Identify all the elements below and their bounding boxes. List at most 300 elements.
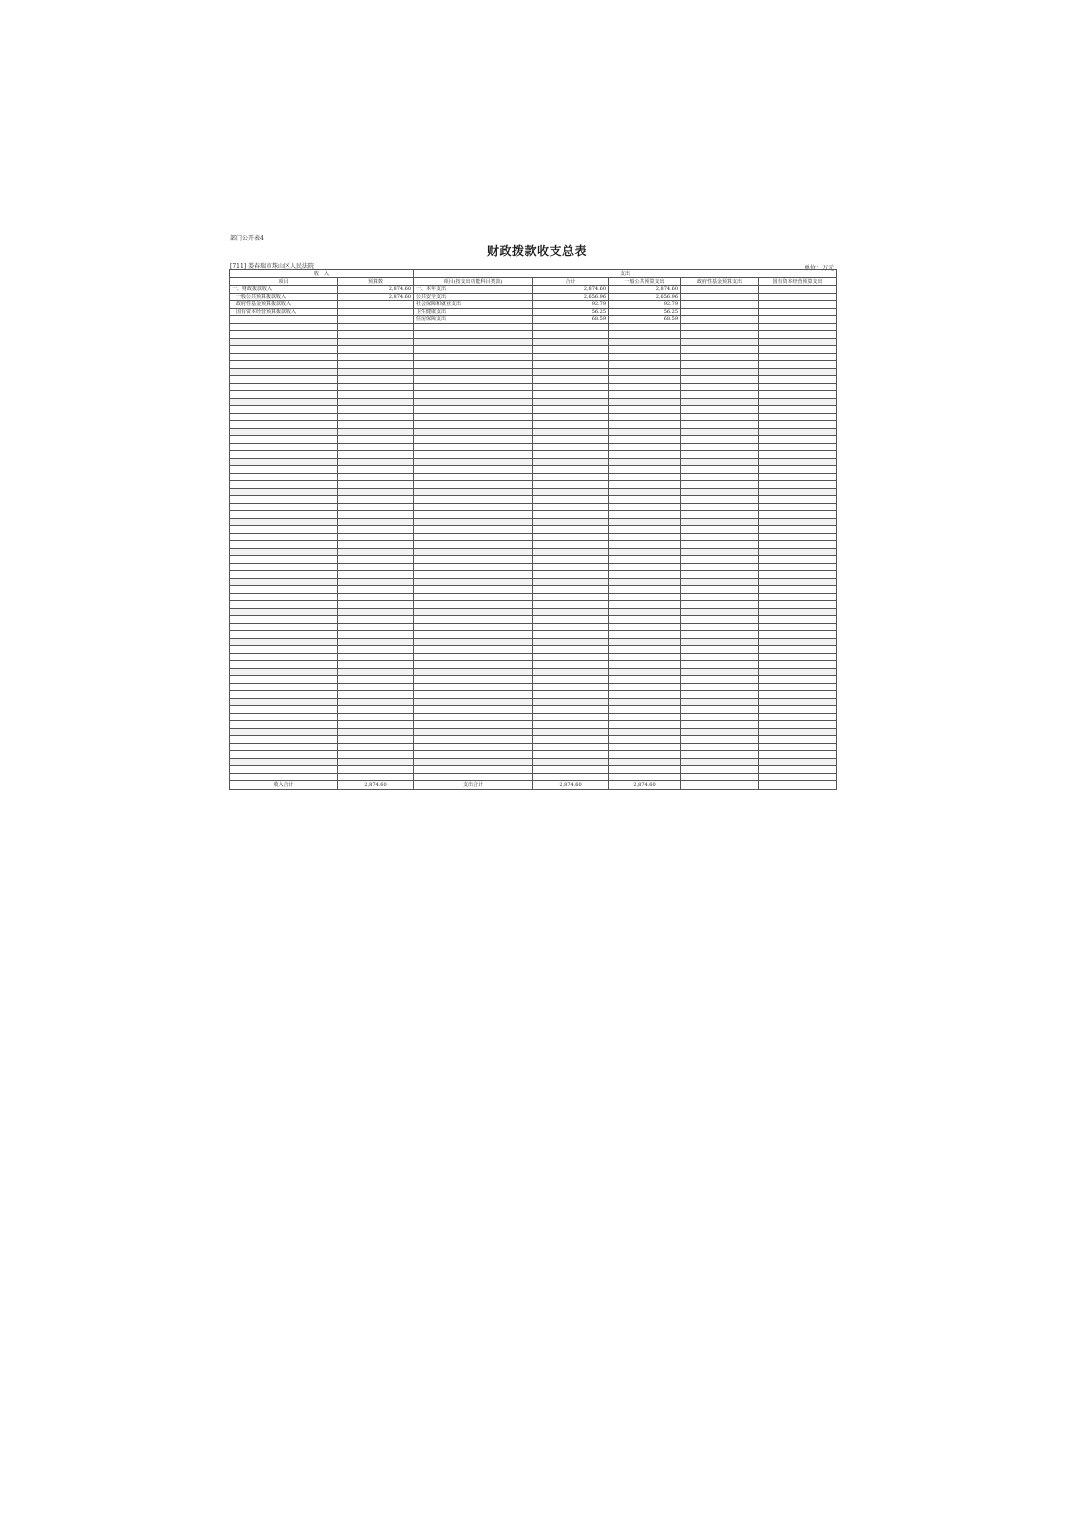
empty-cell	[609, 496, 681, 504]
empty-cell	[759, 713, 837, 721]
empty-cell	[609, 623, 681, 631]
empty-cell	[338, 758, 414, 766]
empty-cell	[230, 676, 338, 684]
empty-cell	[338, 556, 414, 564]
empty-cell	[230, 646, 338, 654]
section-row	[230, 270, 837, 278]
empty-cell	[533, 361, 609, 369]
empty-cell	[338, 751, 414, 759]
empty-cell	[759, 503, 837, 511]
empty-cell	[338, 713, 414, 721]
empty-cell	[533, 586, 609, 594]
empty-cell	[681, 563, 759, 571]
header-row	[230, 278, 837, 286]
empty-cell	[681, 443, 759, 451]
empty-cell	[533, 436, 609, 444]
empty-cell	[759, 338, 837, 346]
empty-cell	[759, 481, 837, 489]
empty-cell	[681, 436, 759, 444]
empty-row	[230, 698, 837, 706]
empty-cell	[533, 578, 609, 586]
empty-row	[230, 406, 837, 414]
empty-cell	[533, 683, 609, 691]
empty-cell	[533, 646, 609, 654]
empty-cell	[533, 481, 609, 489]
empty-cell	[533, 443, 609, 451]
empty-cell	[759, 406, 837, 414]
empty-row	[230, 376, 837, 384]
empty-cell	[609, 578, 681, 586]
empty-cell	[681, 698, 759, 706]
empty-cell	[338, 346, 414, 354]
empty-cell	[681, 586, 759, 594]
empty-cell	[338, 398, 414, 406]
empty-row	[230, 616, 837, 624]
empty-cell	[609, 593, 681, 601]
empty-cell	[609, 608, 681, 616]
empty-cell	[759, 436, 837, 444]
empty-cell	[338, 443, 414, 451]
empty-cell	[414, 751, 533, 759]
expense-total-label: 支出合计	[414, 781, 533, 790]
income-amount	[338, 308, 414, 316]
empty-cell	[338, 368, 414, 376]
empty-cell	[230, 706, 338, 714]
empty-cell	[533, 623, 609, 631]
empty-cell	[338, 481, 414, 489]
empty-cell	[533, 376, 609, 384]
empty-row	[230, 766, 837, 774]
empty-row	[230, 563, 837, 571]
empty-cell	[759, 698, 837, 706]
empty-cell	[230, 361, 338, 369]
empty-row	[230, 533, 837, 541]
empty-cell	[230, 346, 338, 354]
empty-cell	[533, 631, 609, 639]
empty-cell	[609, 533, 681, 541]
empty-cell	[338, 473, 414, 481]
empty-cell	[681, 473, 759, 481]
empty-cell	[609, 586, 681, 594]
empty-cell	[230, 721, 338, 729]
empty-cell	[681, 466, 759, 474]
empty-cell	[759, 466, 837, 474]
empty-cell	[759, 578, 837, 586]
expense-item: 一、本年支出	[414, 286, 533, 294]
empty-row	[230, 421, 837, 429]
empty-cell	[414, 481, 533, 489]
empty-cell	[230, 511, 338, 519]
expense-item: 卫生健康支出	[414, 308, 533, 316]
income-amount	[338, 316, 414, 324]
empty-cell	[414, 586, 533, 594]
empty-cell	[609, 361, 681, 369]
empty-cell	[338, 736, 414, 744]
empty-cell	[759, 548, 837, 556]
expense-general: 92.79	[609, 301, 681, 309]
empty-cell	[681, 481, 759, 489]
empty-row	[230, 466, 837, 474]
empty-cell	[533, 541, 609, 549]
empty-row	[230, 593, 837, 601]
empty-cell	[414, 616, 533, 624]
empty-cell	[681, 376, 759, 384]
empty-cell	[230, 653, 338, 661]
income-item	[230, 316, 338, 324]
empty-cell	[681, 556, 759, 564]
empty-row	[230, 556, 837, 564]
empty-cell	[414, 518, 533, 526]
empty-cell	[338, 331, 414, 339]
empty-cell	[230, 331, 338, 339]
empty-cell	[609, 706, 681, 714]
empty-cell	[609, 481, 681, 489]
empty-cell	[230, 533, 338, 541]
empty-cell	[609, 646, 681, 654]
expense-fund	[681, 301, 759, 309]
empty-cell	[338, 646, 414, 654]
empty-cell	[759, 526, 837, 534]
empty-cell	[414, 398, 533, 406]
empty-cell	[338, 518, 414, 526]
empty-row	[230, 526, 837, 534]
empty-cell	[414, 451, 533, 459]
empty-cell	[681, 616, 759, 624]
empty-cell	[414, 773, 533, 781]
col-header: 项目(按支出功能科目类款)	[414, 278, 533, 286]
empty-cell	[230, 391, 338, 399]
empty-cell	[681, 391, 759, 399]
empty-cell	[230, 548, 338, 556]
empty-cell	[230, 518, 338, 526]
empty-cell	[414, 436, 533, 444]
empty-cell	[533, 766, 609, 774]
empty-cell	[609, 451, 681, 459]
empty-cell	[681, 608, 759, 616]
empty-cell	[759, 331, 837, 339]
empty-cell	[759, 653, 837, 661]
empty-cell	[414, 601, 533, 609]
empty-cell	[414, 466, 533, 474]
empty-cell	[533, 556, 609, 564]
total-row	[230, 781, 837, 790]
empty-cell	[338, 466, 414, 474]
empty-cell	[759, 751, 837, 759]
empty-cell	[681, 503, 759, 511]
empty-cell	[759, 353, 837, 361]
empty-cell	[230, 481, 338, 489]
empty-cell	[533, 758, 609, 766]
empty-row	[230, 721, 837, 729]
empty-cell	[681, 383, 759, 391]
income-total-label: 收入合计	[230, 781, 338, 790]
empty-row	[230, 623, 837, 631]
empty-cell	[338, 526, 414, 534]
empty-cell	[533, 511, 609, 519]
empty-cell	[681, 758, 759, 766]
empty-cell	[759, 556, 837, 564]
empty-cell	[338, 383, 414, 391]
empty-cell	[609, 743, 681, 751]
empty-cell	[533, 548, 609, 556]
empty-cell	[338, 661, 414, 669]
empty-cell	[414, 413, 533, 421]
empty-cell	[230, 578, 338, 586]
empty-cell	[338, 638, 414, 646]
empty-row	[230, 758, 837, 766]
empty-cell	[609, 721, 681, 729]
empty-cell	[230, 743, 338, 751]
expense-capital-total	[759, 781, 837, 790]
empty-cell	[533, 488, 609, 496]
empty-cell	[533, 368, 609, 376]
empty-cell	[414, 638, 533, 646]
empty-row	[230, 691, 837, 699]
empty-cell	[338, 428, 414, 436]
empty-row	[230, 676, 837, 684]
col-header: 预算数	[338, 278, 414, 286]
expense-capital	[759, 286, 837, 294]
empty-cell	[609, 466, 681, 474]
empty-cell	[230, 526, 338, 534]
empty-cell	[533, 518, 609, 526]
empty-cell	[533, 346, 609, 354]
empty-cell	[338, 728, 414, 736]
empty-row	[230, 541, 837, 549]
empty-cell	[533, 406, 609, 414]
income-item: 政府性基金预算拨款收入	[230, 301, 338, 309]
empty-cell	[533, 323, 609, 331]
empty-cell	[681, 361, 759, 369]
empty-cell	[533, 353, 609, 361]
empty-cell	[414, 743, 533, 751]
empty-cell	[759, 773, 837, 781]
empty-cell	[681, 713, 759, 721]
empty-cell	[230, 413, 338, 421]
empty-cell	[338, 766, 414, 774]
empty-row	[230, 586, 837, 594]
empty-cell	[609, 353, 681, 361]
empty-cell	[759, 413, 837, 421]
empty-cell	[609, 571, 681, 579]
empty-cell	[230, 383, 338, 391]
empty-cell	[759, 766, 837, 774]
expense-capital	[759, 293, 837, 301]
empty-cell	[759, 608, 837, 616]
empty-cell	[681, 421, 759, 429]
empty-cell	[533, 601, 609, 609]
empty-cell	[414, 721, 533, 729]
empty-cell	[681, 743, 759, 751]
empty-cell	[759, 541, 837, 549]
empty-cell	[230, 466, 338, 474]
empty-cell	[230, 398, 338, 406]
empty-cell	[414, 691, 533, 699]
expense-capital	[759, 301, 837, 309]
empty-cell	[609, 511, 681, 519]
col-header: 政府性基金预算支出	[681, 278, 759, 286]
empty-cell	[533, 676, 609, 684]
empty-cell	[533, 383, 609, 391]
empty-cell	[681, 533, 759, 541]
empty-cell	[681, 406, 759, 414]
empty-cell	[533, 338, 609, 346]
empty-cell	[230, 698, 338, 706]
empty-cell	[414, 653, 533, 661]
empty-cell	[681, 353, 759, 361]
empty-cell	[533, 608, 609, 616]
empty-cell	[759, 458, 837, 466]
expense-general: 68.59	[609, 316, 681, 324]
empty-cell	[414, 713, 533, 721]
empty-cell	[681, 646, 759, 654]
empty-cell	[338, 541, 414, 549]
empty-cell	[609, 556, 681, 564]
empty-row	[230, 473, 837, 481]
empty-cell	[230, 638, 338, 646]
empty-cell	[609, 391, 681, 399]
empty-cell	[414, 698, 533, 706]
empty-cell	[533, 736, 609, 744]
table-row	[230, 316, 837, 324]
empty-cell	[414, 646, 533, 654]
empty-cell	[338, 676, 414, 684]
empty-cell	[414, 473, 533, 481]
empty-cell	[338, 436, 414, 444]
empty-cell	[338, 323, 414, 331]
empty-cell	[230, 773, 338, 781]
empty-cell	[681, 368, 759, 376]
empty-cell	[533, 593, 609, 601]
empty-cell	[230, 368, 338, 376]
empty-cell	[230, 443, 338, 451]
empty-cell	[338, 668, 414, 676]
empty-row	[230, 728, 837, 736]
empty-cell	[338, 721, 414, 729]
expense-general: 56.25	[609, 308, 681, 316]
empty-cell	[681, 623, 759, 631]
empty-cell	[681, 331, 759, 339]
section-income: 收 入	[230, 270, 414, 278]
empty-cell	[230, 338, 338, 346]
empty-cell	[759, 391, 837, 399]
empty-cell	[230, 691, 338, 699]
empty-cell	[759, 616, 837, 624]
empty-cell	[414, 556, 533, 564]
empty-cell	[609, 383, 681, 391]
empty-cell	[759, 376, 837, 384]
expense-total-amount: 2,874.60	[533, 781, 609, 790]
empty-cell	[681, 766, 759, 774]
empty-cell	[609, 668, 681, 676]
empty-cell	[414, 706, 533, 714]
empty-cell	[414, 661, 533, 669]
empty-row	[230, 488, 837, 496]
empty-cell	[338, 571, 414, 579]
empty-cell	[414, 631, 533, 639]
empty-cell	[414, 391, 533, 399]
empty-cell	[533, 421, 609, 429]
empty-row	[230, 451, 837, 459]
empty-row	[230, 383, 837, 391]
empty-cell	[533, 331, 609, 339]
empty-cell	[338, 563, 414, 571]
empty-cell	[533, 691, 609, 699]
empty-cell	[681, 593, 759, 601]
empty-cell	[609, 376, 681, 384]
empty-cell	[230, 623, 338, 631]
empty-cell	[681, 346, 759, 354]
empty-cell	[414, 623, 533, 631]
expense-general: 2,874.60	[609, 286, 681, 294]
empty-cell	[414, 676, 533, 684]
col-header: 一般公共预算支出	[609, 278, 681, 286]
empty-cell	[230, 458, 338, 466]
empty-cell	[230, 631, 338, 639]
empty-cell	[759, 646, 837, 654]
empty-cell	[414, 593, 533, 601]
expense-total: 2,656.96	[533, 293, 609, 301]
empty-cell	[533, 533, 609, 541]
section-expense: 支出	[414, 270, 837, 278]
empty-cell	[230, 563, 338, 571]
empty-cell	[230, 586, 338, 594]
empty-cell	[338, 376, 414, 384]
unit-label: 单位：万元	[803, 265, 834, 272]
empty-cell	[533, 653, 609, 661]
empty-cell	[609, 488, 681, 496]
empty-row	[230, 736, 837, 744]
expense-fund-total	[681, 781, 759, 790]
empty-cell	[230, 473, 338, 481]
expense-item: 公共安全支出	[414, 293, 533, 301]
empty-row	[230, 601, 837, 609]
empty-cell	[759, 323, 837, 331]
empty-cell	[759, 563, 837, 571]
empty-cell	[414, 421, 533, 429]
empty-cell	[338, 653, 414, 661]
empty-cell	[414, 346, 533, 354]
empty-row	[230, 773, 837, 781]
empty-cell	[609, 563, 681, 571]
income-total-amount: 2,874.60	[338, 781, 414, 790]
empty-cell	[414, 766, 533, 774]
empty-row	[230, 571, 837, 579]
empty-cell	[681, 338, 759, 346]
empty-cell	[338, 578, 414, 586]
empty-cell	[681, 676, 759, 684]
empty-cell	[414, 533, 533, 541]
empty-cell	[609, 518, 681, 526]
empty-cell	[609, 443, 681, 451]
empty-cell	[338, 706, 414, 714]
empty-cell	[338, 623, 414, 631]
empty-cell	[759, 706, 837, 714]
empty-cell	[759, 631, 837, 639]
empty-cell	[414, 331, 533, 339]
empty-cell	[533, 616, 609, 624]
empty-cell	[414, 406, 533, 414]
empty-cell	[609, 698, 681, 706]
empty-cell	[609, 436, 681, 444]
empty-row	[230, 706, 837, 714]
empty-cell	[533, 751, 609, 759]
empty-cell	[609, 421, 681, 429]
empty-cell	[230, 353, 338, 361]
empty-row	[230, 518, 837, 526]
empty-row	[230, 638, 837, 646]
empty-cell	[609, 413, 681, 421]
